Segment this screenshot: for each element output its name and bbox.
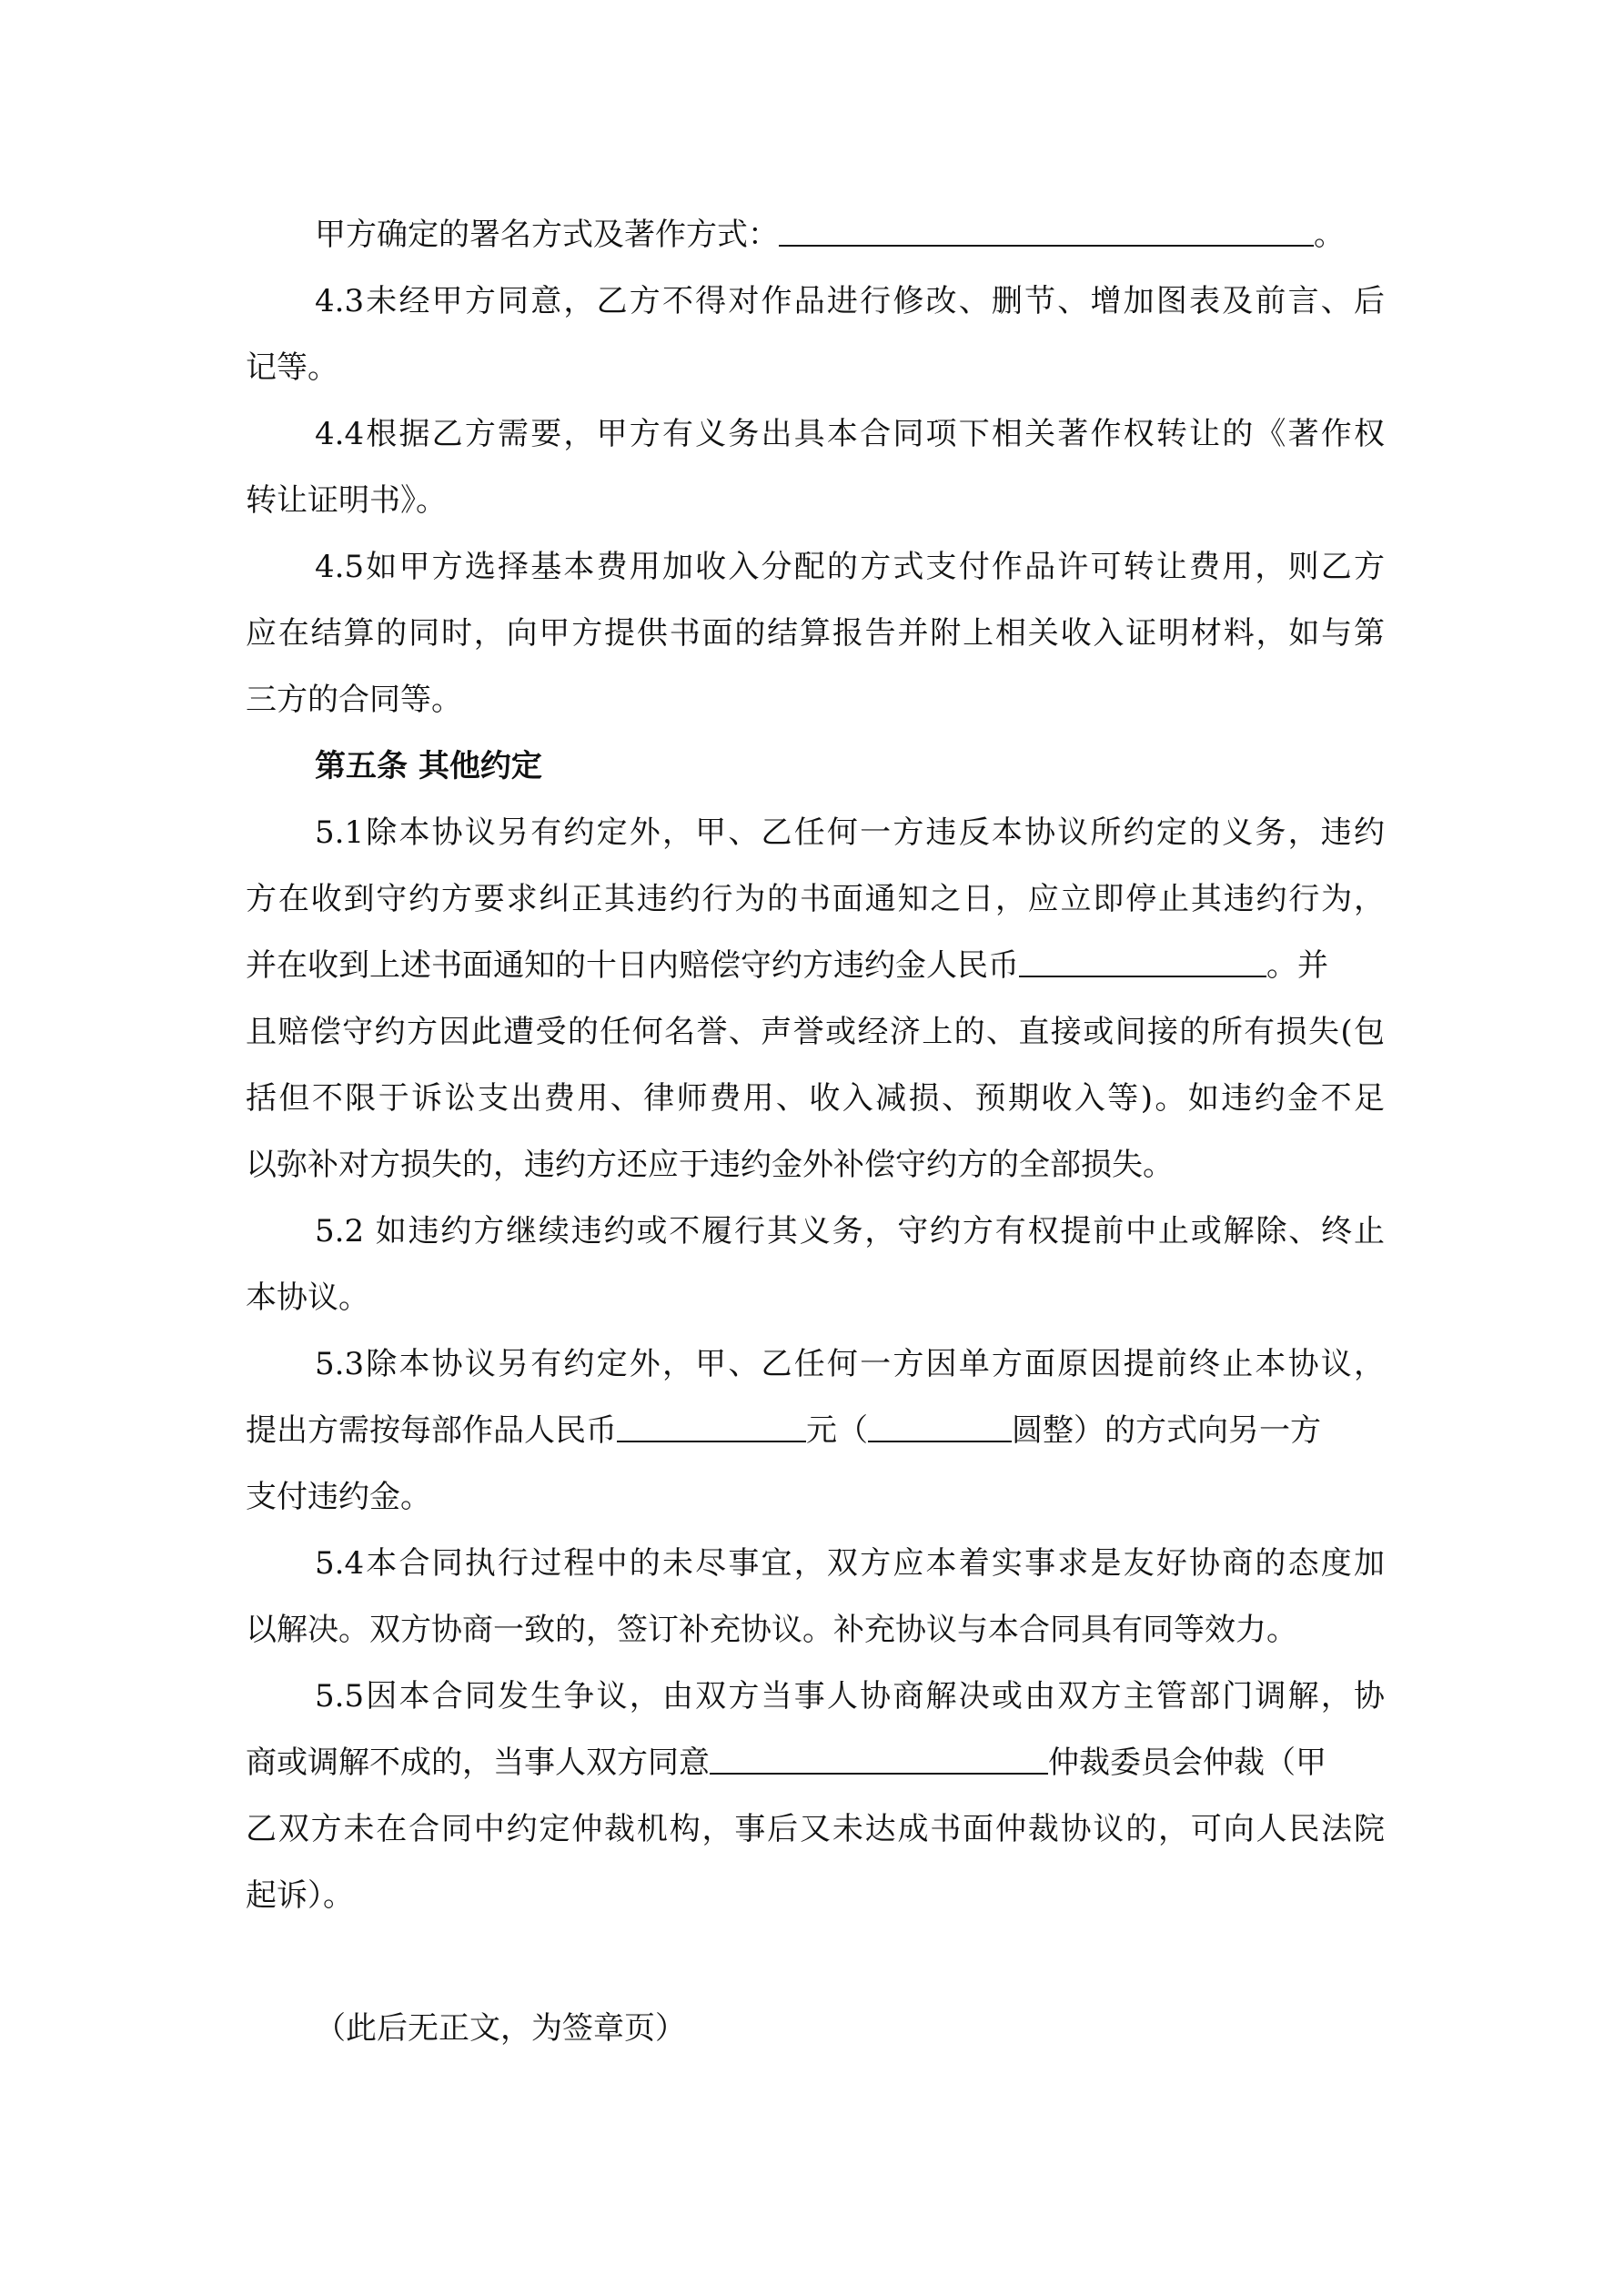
- penalty-amount-blank: [1019, 945, 1266, 977]
- clause-5-3-line-2: [246, 1398, 1385, 1464]
- clause-5-5-line-4: 起诉）。: [246, 1877, 354, 1914]
- penalty-text: 并在收到上述书面通知的十日内赔偿守约方违约金人民币: [246, 947, 1019, 984]
- signature-method-blank: [779, 214, 1314, 247]
- clause-4-3-line-2: 记等。: [246, 349, 338, 386]
- clause-5-1-line-3: [246, 933, 1385, 999]
- clause-5-2-line-2: 本协议。: [246, 1279, 369, 1316]
- arbitration-text-end: 仲裁委员会仲裁（甲: [1048, 1745, 1326, 1781]
- clause-5-3-line-1: 5.3除本协议另有约定外，甲、乙任何一方因单方面原因提前终止本协议，: [315, 1346, 1385, 1382]
- penalty-text-end: 。并: [1266, 947, 1328, 984]
- signature-method-line: [246, 202, 1385, 268]
- clause-5-1-line-1: 5.1除本协议另有约定外，甲、乙任何一方违反本协议所约定的义务，违约: [315, 814, 1385, 851]
- spacer: [246, 1929, 1385, 1996]
- clause-5-1-line-4: 且赔偿守约方因此遭受的任何名誉、声誉或经济上的、直接或间接的所有损失(包: [246, 1014, 1385, 1050]
- arbitration-body-blank: [710, 1742, 1048, 1775]
- clause-5-5-line-1: 5.5因本合同发生争议，由双方当事人协商解决或由双方主管部门调解，协: [315, 1678, 1385, 1714]
- yuan-text: 元（: [806, 1412, 868, 1449]
- clause-5-2-line-1: 5.2 如违约方继续违约或不履行其义务，守约方有权提前中止或解除、终止: [315, 1213, 1385, 1249]
- termination-amount-blank: [617, 1410, 806, 1442]
- termination-amount-words-blank: [868, 1410, 1012, 1442]
- document-page: [246, 202, 1385, 2062]
- termination-text-end: 圆整）的方式向另一方: [1012, 1412, 1321, 1449]
- clause-5-4-line-1: 5.4本合同执行过程中的未尽事宜，双方应本着实事求是友好协商的态度加: [315, 1545, 1385, 1582]
- clause-4-3-line-1: 4.3未经甲方同意，乙方不得对作品进行修改、删节、增加图表及前言、后: [315, 283, 1385, 319]
- clause-4-4-line-2: 转让证明书》。: [246, 482, 447, 519]
- clause-5-5-line-2: [246, 1730, 1385, 1796]
- clause-5-1-line-5: 括但不限于诉讼支出费用、律师费用、收入减损、预期收入等)。如违约金不足: [246, 1080, 1385, 1117]
- clause-4-5-line-2: 应在结算的同时，向甲方提供书面的结算报告并附上相关收入证明材料，如与第: [246, 615, 1385, 652]
- clause-5-5-line-3: 乙双方未在合同中约定仲裁机构，事后又未达成书面仲裁协议的，可向人民法院: [246, 1811, 1385, 1847]
- period: 。: [1314, 217, 1345, 253]
- clause-4-5-line-3: 三方的合同等。: [246, 682, 462, 718]
- clause-5-1-line-6: 以弥补对方损失的，违约方还应于违约金外补偿守约方的全部损失。: [246, 1147, 1174, 1183]
- clause-4-5-line-1: 4.5如甲方选择基本费用加收入分配的方式支付作品许可转让费用，则乙方: [315, 549, 1385, 585]
- article-5-heading: 第五条 其他约定: [315, 748, 542, 784]
- clause-5-4-line-2: 以解决。双方协商一致的，签订补充协议。补充协议与本合同具有同等效力。: [246, 1612, 1297, 1648]
- end-of-text-note: （此后无正文，为签章页）: [315, 2010, 686, 2047]
- signature-method-label: 甲方确定的署名方式及著作方式：: [315, 217, 779, 253]
- clause-5-3-line-3: 支付违约金。: [246, 1479, 431, 1515]
- termination-text: 提出方需按每部作品人民币: [246, 1412, 617, 1449]
- arbitration-text: 商或调解不成的，当事人双方同意: [246, 1745, 710, 1781]
- clause-4-4-line-1: 4.4根据乙方需要，甲方有义务出具本合同项下相关著作权转让的《著作权: [315, 416, 1385, 452]
- clause-5-1-line-2: 方在收到守约方要求纠正其违约行为的书面通知之日，应立即停止其违约行为，: [246, 881, 1385, 917]
